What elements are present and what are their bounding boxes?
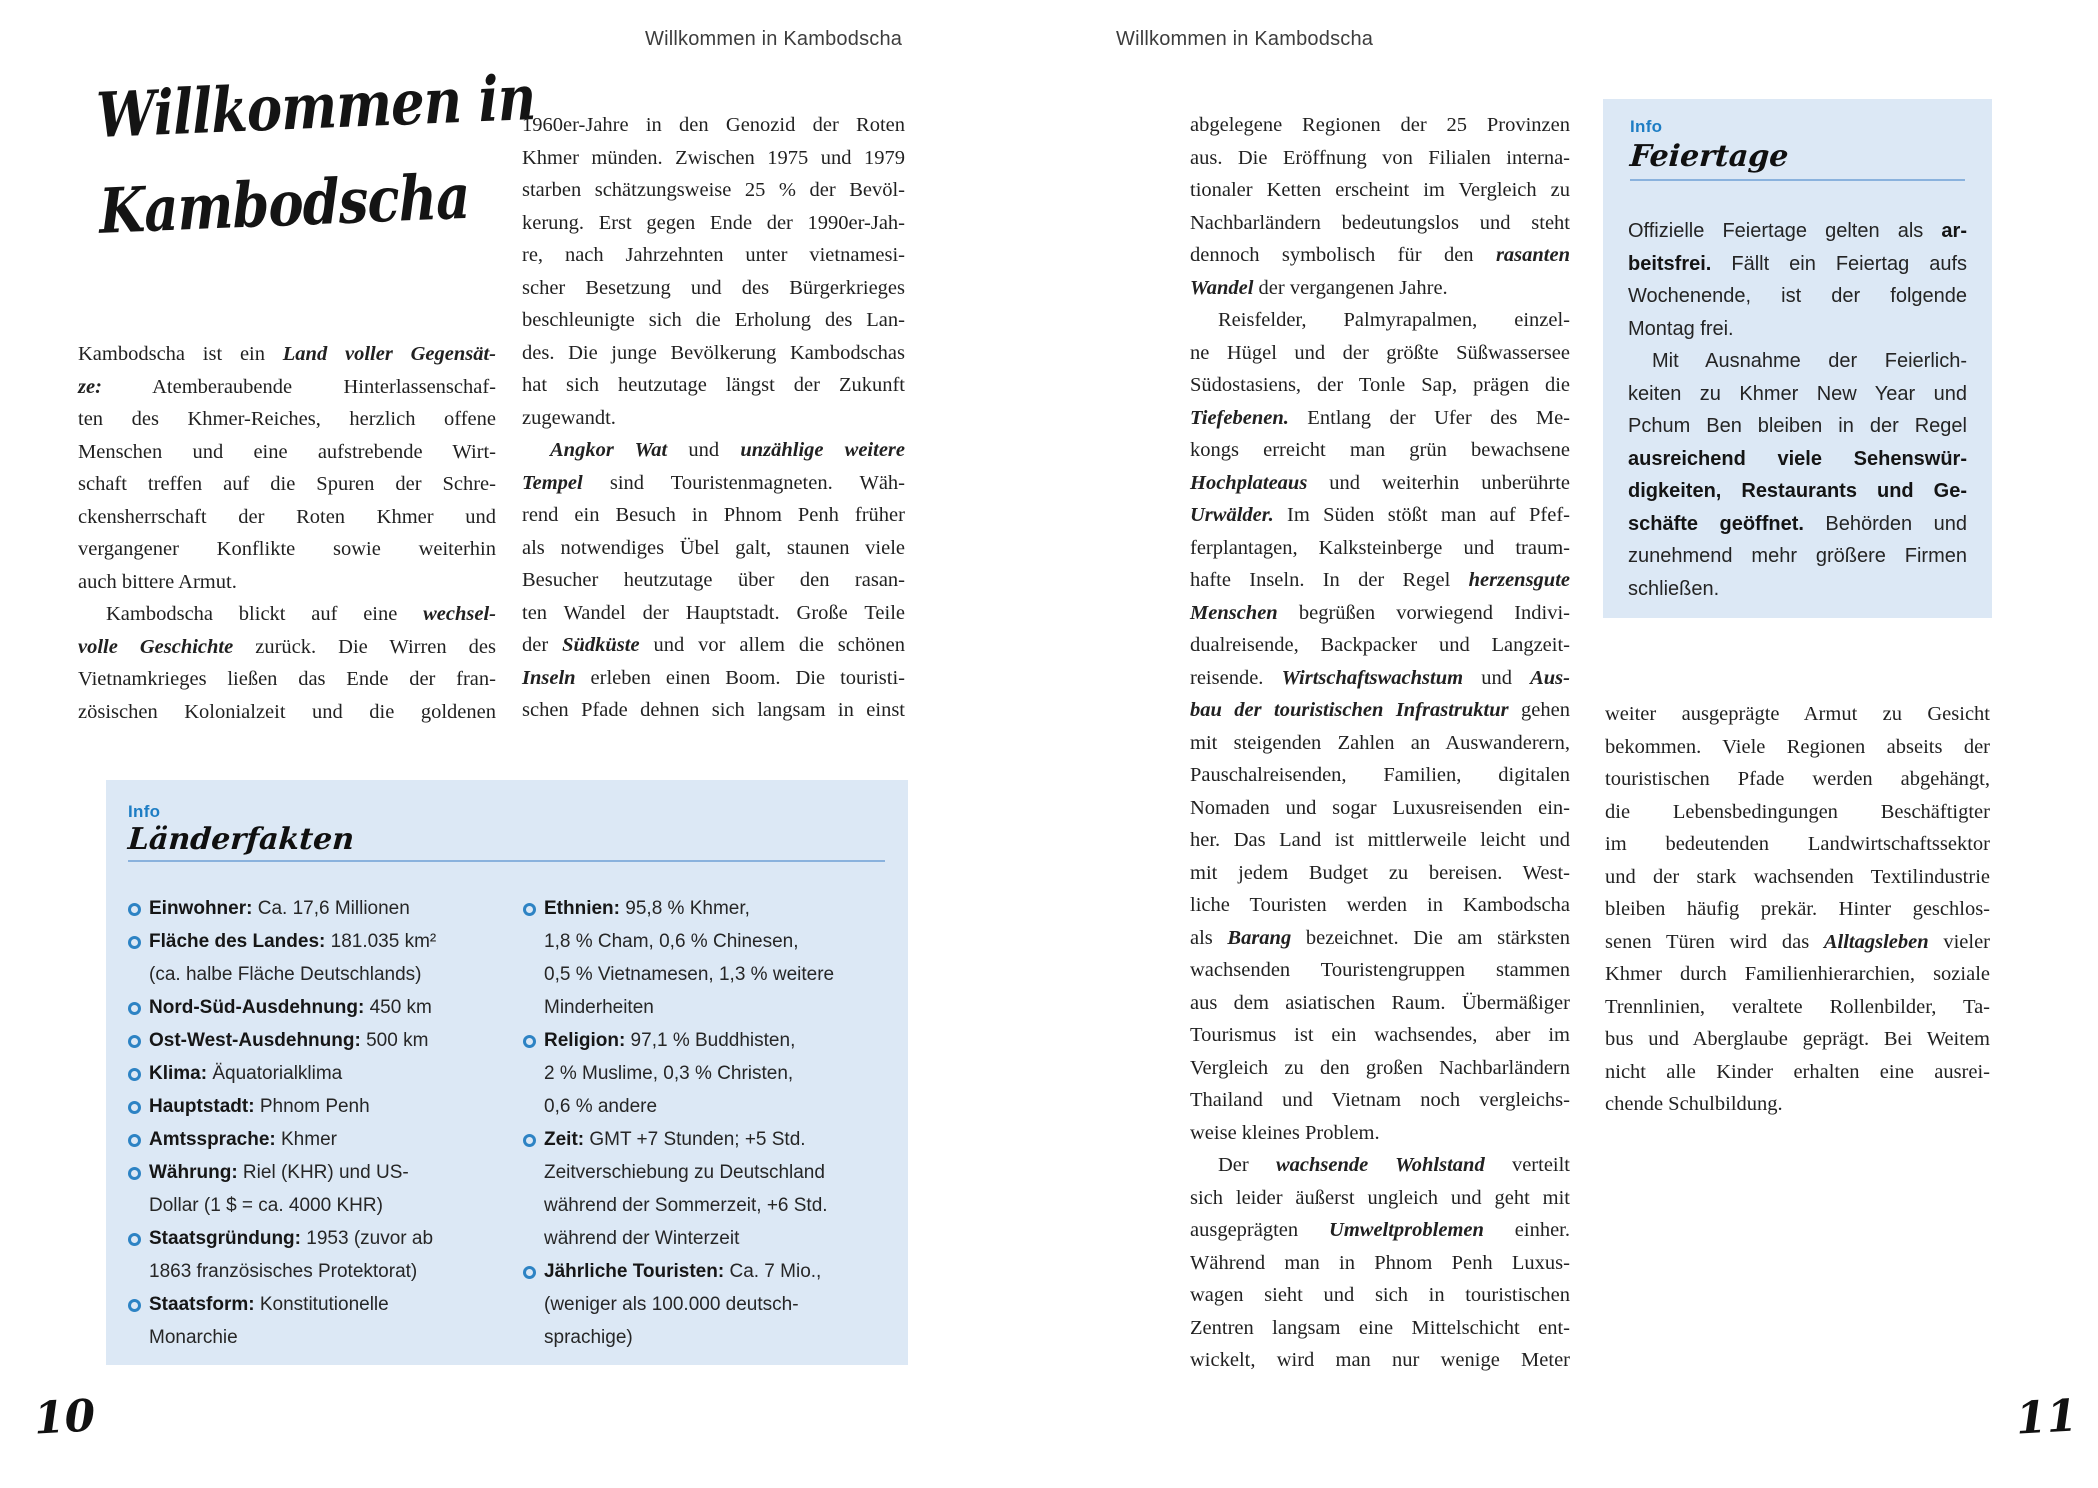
- fact-item: [128, 1090, 458, 1123]
- bullet-icon: [128, 1035, 141, 1048]
- info-kicker: Info: [1630, 117, 1663, 136]
- bullet-icon: [128, 1134, 141, 1147]
- fact-text: Zeit: GMT +7 Stunden; +5 Std. Zeitverschiebung zu Deutschland während der Sommerzeit, +6 Std. während der Winterzeit: [544, 1129, 828, 1249]
- text-line: Menschen und eine aufstrebende Wirt-: [78, 440, 496, 463]
- text-line: ten des Khmer-Reiches, herzlich offene: [78, 408, 496, 430]
- fact-text: Religion: 97,1 % Buddhisten, 2 % Muslime, 0,3 % Christen, 0,6 % andere: [544, 1030, 796, 1117]
- left-page-column-2: [522, 109, 905, 727]
- text-line: die Lebensbedingungen Beschäftigter: [1605, 800, 1990, 823]
- text-line: starben schätzungsweise 25 % der Bevöl-: [522, 179, 905, 201]
- bullet-icon: [523, 1266, 536, 1279]
- info-box-laenderfakten: [106, 780, 908, 1365]
- text-line: Wochenende, ist der folgende: [1628, 285, 1967, 307]
- text-line: als notwendiges Übel galt, staunen viele: [522, 536, 905, 559]
- text-line: auch bittere Armut.: [78, 570, 237, 593]
- text-line: Angkor Wat und unzählige weitere: [550, 439, 905, 461]
- text-line: als Barang bezeichnet. Die am stärksten: [1190, 926, 1570, 949]
- fact-item: [128, 1123, 458, 1156]
- text-line: Kambodscha ist ein Land voller Gegensät-: [78, 343, 496, 365]
- fact-item: [128, 1222, 458, 1288]
- text-line: zösischen Kolonialzeit und die goldenen: [78, 700, 496, 723]
- text-line: Pauschalreisenden, Familien, digitalen: [1190, 764, 1570, 786]
- bullet-icon: [523, 1035, 536, 1048]
- bullet-icon: [128, 936, 141, 949]
- text-line: senen Türen wird das Alltagsleben vieler: [1605, 930, 1990, 953]
- page-number-left: 10: [32, 1390, 97, 1445]
- fact-item: [128, 1057, 458, 1090]
- text-line: her. Das Land ist mittlerweile leicht und: [1190, 829, 1570, 851]
- fact-text: Amtssprache: Khmer: [149, 1129, 337, 1150]
- feiertage-body: [1628, 215, 1967, 605]
- bullet-icon: [128, 1002, 141, 1015]
- text-line: ckensherrschaft der Roten Khmer und: [78, 505, 496, 528]
- text-line: Vietnamkrieges ließen das Ende der fran-: [78, 668, 496, 690]
- text-line: Tourismus ist ein wachsendes, aber im: [1190, 1024, 1570, 1046]
- text-line: Mit Ausnahme der Feierlich-: [1652, 350, 1967, 372]
- text-line: re, nach Jahrzehnten unter vietnamesi-: [522, 244, 905, 266]
- text-line: Thailand und Vietnam noch vergleichs-: [1190, 1089, 1570, 1111]
- text-line: rend ein Besuch in Phnom Penh früher: [522, 504, 905, 526]
- text-line: schen Pfade dehnen sich langsam in einst: [522, 699, 905, 721]
- text-line: Khmer münden. Zwischen 1975 und 1979: [522, 146, 905, 169]
- text-line: dualreisende, Backpacker und Langzeit-: [1190, 634, 1570, 656]
- text-line: Während man in Phnom Penh Luxus-: [1190, 1251, 1570, 1274]
- chapter-title-line1: Willkommen in: [95, 60, 537, 152]
- fact-text: Währung: Riel (KHR) und US- Dollar (1 $ = ca. 4000 KHR): [149, 1162, 409, 1216]
- chapter-title: [95, 50, 539, 260]
- text-line: schaft treffen auf die Spuren der Schre-: [78, 473, 496, 495]
- fact-text: Klima: Äquatorialklima: [149, 1063, 343, 1084]
- text-line: dennoch symbolisch für den rasanten: [1190, 244, 1570, 266]
- text-line: Khmer durch Familienhierarchien, soziale: [1605, 963, 1990, 985]
- divider-line: [128, 860, 885, 862]
- bullet-icon: [128, 1299, 141, 1312]
- text-line: schließen.: [1628, 577, 1720, 600]
- info-box-title: Feiertage: [1628, 139, 1790, 174]
- text-line: bleiben häufig prekär. Hinter geschlos-: [1605, 898, 1990, 920]
- divider-line: [1630, 179, 1965, 181]
- text-line: hat sich heutzutage längst der Zukunft: [522, 374, 905, 396]
- fact-text: Staatsform: Konstitutionelle Monarchie: [149, 1294, 389, 1348]
- left-page-column-1: [78, 338, 496, 728]
- text-line: hafte Inseln. In der Regel herzensgute: [1190, 569, 1570, 591]
- text-line: vergangener Konflikte sowie weiterhin: [78, 538, 496, 560]
- fact-item: [128, 1156, 458, 1222]
- facts-column-1: [128, 892, 458, 1354]
- text-line: zugewandt.: [522, 406, 616, 429]
- text-line: aus dem asiatischen Raum. Übermäßiger: [1190, 991, 1570, 1014]
- text-line: keiten zu Khmer New Year und: [1628, 382, 1967, 405]
- text-line: Südostasiens, der Tonle Sap, prägen die: [1190, 374, 1570, 396]
- bullet-icon: [128, 1068, 141, 1081]
- fact-item: [128, 1288, 458, 1354]
- text-line: schäfte geöffnet. Behörden und: [1628, 512, 1967, 535]
- bullet-icon: [128, 1101, 141, 1114]
- fact-item: [523, 892, 891, 1024]
- text-line: Inseln erleben einen Boom. Die touristi-: [522, 666, 905, 689]
- text-line: nicht alle Kinder erhalten eine ausrei-: [1605, 1060, 1990, 1083]
- text-line: Zentren langsam eine Mittelschicht ent-: [1190, 1316, 1570, 1339]
- fact-item: [523, 1255, 891, 1354]
- text-line: wickelt, wird man nur wenige Meter: [1190, 1349, 1570, 1371]
- text-line: weiter ausgeprägte Armut zu Gesicht: [1605, 703, 1990, 725]
- text-line: chende Schulbildung.: [1605, 1093, 1783, 1115]
- facts-column-2: [523, 892, 891, 1354]
- text-line: kerung. Erst gegen Ende der 1990er-Jah-: [522, 211, 905, 234]
- text-line: Vergleich zu den großen Nachbarländern: [1190, 1056, 1570, 1079]
- text-line: Montag frei.: [1628, 317, 1734, 340]
- text-line: reisende. Wirtschaftswachstum und Aus-: [1190, 666, 1570, 689]
- text-line: mit jedem Budget zu bereisen. West-: [1190, 861, 1570, 884]
- fact-text: Hauptstadt: Phnom Penh: [149, 1096, 370, 1117]
- text-line: sich leider äußerst ungleich und geht mit: [1190, 1186, 1570, 1209]
- fact-text: Nord-Süd-Ausdehnung: 450 km: [149, 997, 432, 1018]
- text-line: beitsfrei. Fällt ein Feiertag aufs: [1628, 252, 1967, 275]
- chapter-title-line2: Kambodscha: [98, 159, 471, 248]
- text-line: wagen sieht und sich in touristischen: [1190, 1284, 1570, 1306]
- fact-text: Ost-West-Ausdehnung: 500 km: [149, 1030, 429, 1051]
- bullet-icon: [523, 903, 536, 916]
- bullet-icon: [128, 1167, 141, 1180]
- text-line: tionaler Ketten erscheint im Vergleich zu: [1190, 179, 1570, 201]
- bullet-icon: [128, 903, 141, 916]
- text-line: Nomaden und sogar Luxusreisenden ein-: [1190, 796, 1570, 819]
- text-line: abgelegene Regionen der 25 Provinzen: [1190, 114, 1570, 136]
- text-line: digkeiten, Restaurants und Ge-: [1628, 480, 1967, 502]
- text-line: der Südküste und vor allem die schönen: [522, 634, 905, 656]
- text-line: ze: Atemberaubende Hinterlassenschaf-: [78, 375, 496, 398]
- text-line: Menschen begrüßen vorwiegend Indivi-: [1190, 601, 1570, 624]
- bullet-icon: [128, 1233, 141, 1246]
- text-line: Tiefebenen. Entlang der Ufer des Me-: [1190, 406, 1570, 429]
- text-line: des. Die junge Bevölkerung Kambodschas: [522, 341, 905, 364]
- fact-item: [128, 925, 458, 991]
- text-line: ne Hügel und der größte Süßwassersee: [1190, 341, 1570, 364]
- text-line: im bedeutenden Landwirtschaftssektor: [1605, 833, 1990, 855]
- text-line: wachsenden Touristengruppen stammen: [1190, 959, 1570, 981]
- right-page-column-2: [1605, 698, 1990, 1121]
- right-page-column-1: [1190, 109, 1570, 1377]
- text-line: Nachbarländern bedeutungslos und steht: [1190, 211, 1570, 234]
- text-line: liche Touristen werden in Kambodscha: [1190, 894, 1570, 916]
- text-line: zunehmend mehr größere Firmen: [1628, 545, 1967, 567]
- running-head-left: Willkommen in Kambodscha: [645, 28, 903, 50]
- text-line: ausgeprägten Umweltproblemen einher.: [1190, 1219, 1570, 1241]
- fact-text: Ethnien: 95,8 % Khmer, 1,8 % Cham, 0,6 % Chinesen, 0,5 % Vietnamesen, 1,3 % weitere Minderheiten: [544, 898, 835, 1018]
- text-line: ausreichend viele Sehenswür-: [1628, 447, 1967, 470]
- text-line: Offizielle Feiertage gelten als ar-: [1628, 220, 1967, 242]
- fact-text: Fläche des Landes: 181.035 km² (ca. halbe Fläche Deutschlands): [149, 931, 437, 985]
- text-line: touristischen Pfade werden abgehängt,: [1605, 768, 1990, 790]
- info-box-feiertage: [1603, 99, 1992, 618]
- fact-item: [128, 991, 458, 1024]
- text-line: ferplantagen, Kalksteinberge und traum-: [1190, 536, 1570, 559]
- text-line: Besucher heutzutage über den rasan-: [522, 569, 905, 591]
- text-line: ten Wandel der Hauptstadt. Große Teile: [522, 601, 905, 624]
- text-line: bekommen. Viele Regionen abseits der: [1605, 735, 1990, 758]
- text-line: Der wachsende Wohlstand verteilt: [1218, 1154, 1571, 1176]
- fact-item: [523, 1024, 891, 1123]
- info-box-title: Länderfakten: [126, 822, 356, 857]
- text-line: Urwälder. Im Süden stößt man auf Pfef-: [1190, 504, 1570, 526]
- text-line: Tempel sind Touristenmagneten. Wäh-: [522, 471, 905, 494]
- text-line: 1960er-Jahre in den Genozid der Roten: [522, 114, 905, 136]
- running-head-right: Willkommen in Kambodscha: [1116, 28, 1374, 50]
- fact-text: Einwohner: Ca. 17,6 Millionen: [149, 898, 410, 919]
- text-line: beschleunigte sich die Erholung des Lan-: [522, 309, 905, 331]
- page-number-right: 11: [2014, 1390, 2079, 1445]
- text-line: scher Besetzung und des Bürgerkrieges: [522, 276, 905, 299]
- text-line: kongs erreicht man grün bewachsene: [1190, 439, 1570, 461]
- fact-text: Jährliche Touristen: Ca. 7 Mio., (weniger als 100.000 deutsch- sprachige): [544, 1261, 822, 1348]
- fact-item: [523, 1123, 891, 1255]
- text-line: volle Geschichte zurück. Die Wirren des: [78, 635, 496, 658]
- fact-item: [128, 892, 458, 925]
- text-line: Trennlinien, veraltete Rollenbilder, Ta-: [1605, 995, 1990, 1018]
- text-line: und der stark wachsenden Textilindustrie: [1605, 865, 1990, 888]
- text-line: Kambodscha blickt auf eine wechsel-: [106, 603, 496, 625]
- text-line: bau der touristischen Infrastruktur gehen: [1190, 699, 1570, 721]
- text-line: Hochplateaus und weiterhin unberührte: [1190, 471, 1570, 494]
- text-line: bus und Aberglaube geprägt. Bei Weitem: [1605, 1028, 1990, 1050]
- text-line: Wandel der vergangenen Jahre.: [1190, 276, 1448, 299]
- text-line: mit steigenden Zahlen an Auswanderern,: [1190, 731, 1570, 754]
- fact-text: Staatsgründung: 1953 (zuvor ab 1863 französisches Protektorat): [149, 1228, 434, 1282]
- text-line: Pchum Ben bleiben in der Regel: [1628, 415, 1967, 437]
- text-line: Reisfelder, Palmyrapalmen, einzel-: [1218, 309, 1570, 331]
- fact-item: [128, 1024, 458, 1057]
- bullet-icon: [523, 1134, 536, 1147]
- text-line: weise kleines Problem.: [1190, 1121, 1380, 1144]
- info-kicker: Info: [128, 802, 161, 821]
- text-line: aus. Die Eröffnung von Filialen interna-: [1190, 146, 1570, 169]
